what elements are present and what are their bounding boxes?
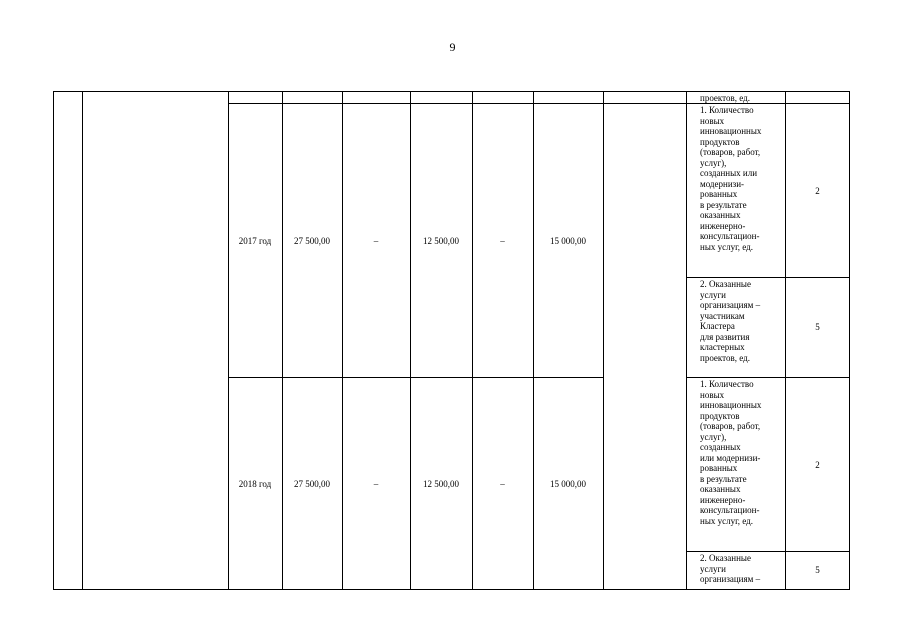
total-cell: 27 500,00 xyxy=(294,479,330,489)
indicator-fragment: проектов, ед. xyxy=(700,93,750,103)
col-border xyxy=(533,91,534,590)
col-border xyxy=(82,91,83,590)
col-border xyxy=(472,91,473,590)
amount-cell: 12 500,00 xyxy=(423,479,459,489)
col-border xyxy=(228,91,229,590)
year-cell: 2017 год xyxy=(238,236,272,246)
indicator-value: 5 xyxy=(815,322,820,332)
col-border xyxy=(785,91,786,590)
dash-cell: – xyxy=(500,236,505,246)
amount-cell: 15 000,00 xyxy=(550,236,586,246)
indicator-value: 5 xyxy=(815,565,820,575)
dash-cell: – xyxy=(500,479,505,489)
page-number: 9 xyxy=(449,40,456,54)
indicator-text: 1. Количество новых инновационных продуктов (товаров, работ, услуг), созданных или модернизи- рованных в результате оказанных инженерно- консультацион- ных услуг, ед. xyxy=(700,379,762,526)
cell-divider xyxy=(686,277,850,278)
col-border xyxy=(53,91,54,590)
row-divider xyxy=(686,377,850,378)
col-border xyxy=(410,91,411,590)
amount-cell: 12 500,00 xyxy=(423,236,459,246)
indicator-text: 2. Оказанные услуги организациям – участникам Кластера для развития кластерных проектов, ед. xyxy=(700,279,761,363)
table-top-border xyxy=(53,91,850,92)
row-divider xyxy=(228,377,603,378)
col-border xyxy=(849,91,850,590)
indicator-text: 1. Количество новых инновационных продуктов (товаров, работ, услуг), созданных или модернизи- рованных в результате оказанных инженерно- консультацион- ных услуг, ед. xyxy=(700,105,762,252)
indicator-value: 2 xyxy=(815,186,820,196)
total-cell: 27 500,00 xyxy=(294,236,330,246)
table-bottom-border xyxy=(53,589,850,590)
indicator-value: 2 xyxy=(815,460,820,470)
col-border xyxy=(282,91,283,590)
dash-cell: – xyxy=(373,236,379,246)
col-border xyxy=(603,91,604,590)
cell-divider xyxy=(686,551,850,552)
dash-cell: – xyxy=(373,479,379,489)
col-border xyxy=(342,91,343,590)
year-cell: 2018 год xyxy=(238,479,272,489)
col-border xyxy=(686,91,687,590)
amount-cell: 15 000,00 xyxy=(550,479,586,489)
indicator-text: 2. Оказанные услуги организациям – xyxy=(700,553,761,584)
